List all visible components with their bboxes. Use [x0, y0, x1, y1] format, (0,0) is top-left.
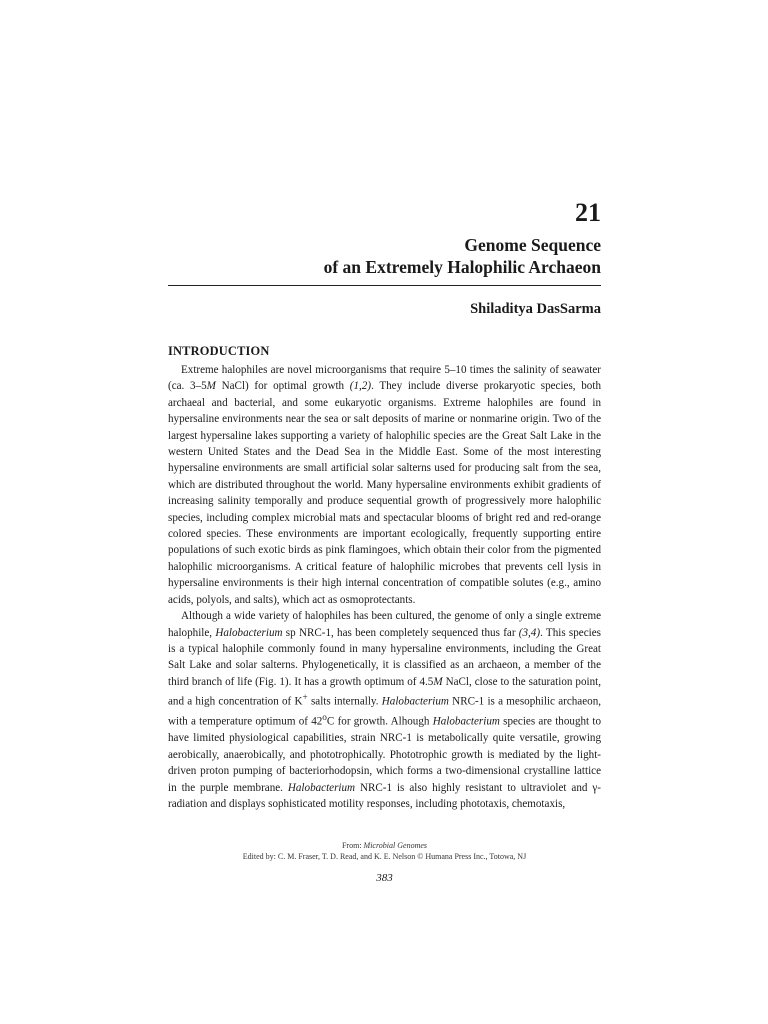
citation: (1,2)	[349, 380, 372, 393]
chapter-title	[168, 234, 601, 278]
species-name: Halobacterium	[215, 626, 283, 639]
paragraph-1	[168, 362, 601, 608]
superscript: o	[322, 713, 327, 724]
footer-source	[168, 840, 601, 851]
body-text	[168, 362, 601, 812]
author-name: Shiladitya DasSarma	[470, 301, 601, 317]
paragraph-2-text: sp NRC-1, has been completely sequenced thus far	[282, 626, 519, 639]
paragraph-1-text: NaCl) for optimal growth	[215, 380, 350, 393]
species-name: Halobacterium	[381, 695, 449, 708]
paragraph-2-text: Although a wide variety of halophiles has been cultured, the genome of only a single extreme halophile,	[168, 610, 601, 639]
paragraph-2-text: NRC-1 is a mesophilic archaeon, with a temperature optimum of 42	[168, 695, 602, 728]
section-heading: INTRODUCTION	[168, 344, 270, 358]
page-footer	[168, 840, 601, 862]
paragraph-2-text: C for growth. Alhough	[326, 715, 433, 728]
paragraph-2-text: salts internally.	[307, 695, 382, 708]
molar-unit: M	[206, 380, 216, 393]
chapter-number: 21	[575, 198, 601, 227]
chapter-title-line-2: of an Extremely Halophilic Archaeon	[323, 257, 601, 277]
paragraph-1-text: Extreme halophiles are novel microorganisms that require 5–10 times the salinity of seawater (ca. 3–5	[168, 364, 601, 393]
page-number: 383	[376, 872, 393, 884]
paragraph-2-text: NaCl, close to the saturation point, and a high concentration of K	[168, 675, 601, 708]
superscript: +	[302, 693, 308, 704]
species-name: Halobacterium	[432, 715, 500, 728]
paragraph-2-text: . This species is a typical halophile commonly found in many hypersaline environments, including the Great Salt Lake and solar salterns. Phylogenetically, it is classified as an archaeon, a member of the third branch of life (Fig. 1). It has a growth optimum of 4.5	[168, 626, 601, 688]
paragraph-2-text: NRC-1 is also highly resistant to ultraviolet and γ-radiation and displays sophisticated motility responses, including phototaxis, chemotaxis,	[168, 781, 601, 810]
molar-unit: M	[433, 675, 443, 688]
footer-editors: Edited by: C. M. Fraser, T. D. Read, and K. E. Nelson © Humana Press Inc., Totowa, NJ	[242, 852, 527, 861]
footer-book-title: Microbial Genomes	[363, 841, 428, 850]
chapter-title-line-1: Genome Sequence	[464, 235, 601, 255]
paragraph-2-text: species are thought to have limited physiological capabilities, strain NRC-1 is metabolically quite versatile, growing aerobically, anaerobically, and phototrophically. Phototrophic growth is mediated by the light-driven proton pumping of bacteriorhodopsin, which forms a two-dimensional crystalline lattice in the purple membrane.	[168, 715, 601, 794]
citation: (3,4)	[518, 626, 541, 639]
title-rule	[168, 285, 601, 286]
paragraph-2	[168, 608, 601, 812]
footer-from-label: From:	[341, 841, 364, 850]
paragraph-1-text: . They include diverse prokaryotic species, both archaeal and bacterial, and some eukaryotic organisms. Extreme halophiles are found in hypersaline environments near the sea or salt deposits of marine or nonmarine origin. Two of the largest hypersaline lakes supporting a variety of halophilic species are the Great Salt Lake in the western United States and the Dead Sea in the Middle East. Some of the most interesting hypersaline environments are small artificial solar salterns used for producing salt from the sea, which are distributed throughout the world. Many hypersaline environments exhibit gradients of increasing salinity temporally and produce sequential growth of progressively more halophilic species, including complex microbial mats and spectacular blooms of bright red and red-orange colored species. These environments are important ecologically, frequently supporting entire populations of such exotic birds as pink flamingoes, which obtain their color from the pigmented halophilic microorganisms. A critical feature of halophilic microbes that prevents cell lysis in hypersaline environments is their high internal concentration of compatible solutes (e.g., amino acids, polyols, and salts), which act as osmoprotectants.	[168, 380, 601, 606]
species-name: Halobacterium	[287, 781, 356, 794]
